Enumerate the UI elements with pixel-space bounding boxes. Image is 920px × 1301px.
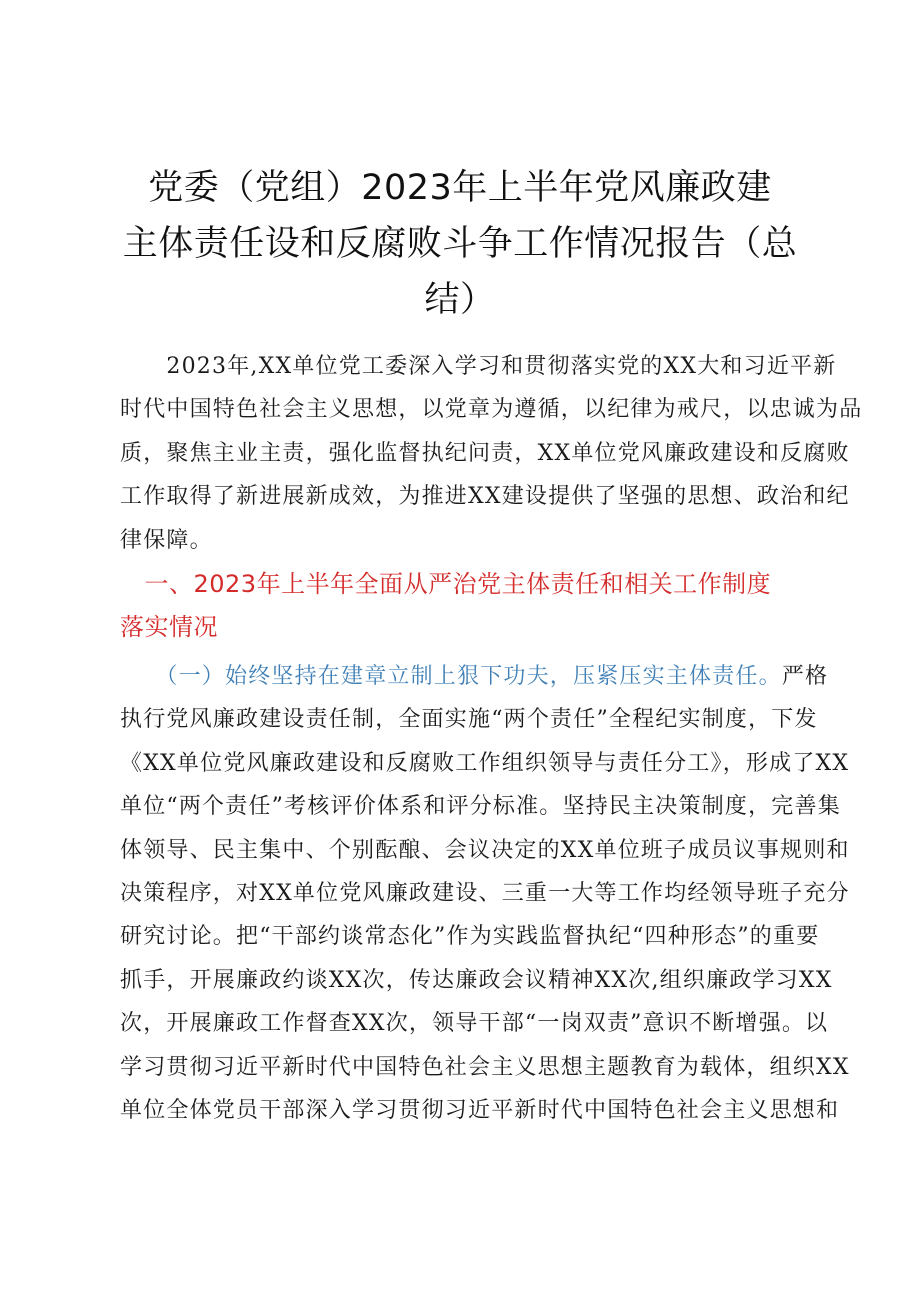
subheading-1: （一）始终坚持在建章立制上狠下功夫，压紧压实主体责任。	[120, 664, 782, 689]
body-line: 单位全体党员干部深入学习贯彻习近平新时代中国特色社会主义思想和	[120, 1097, 840, 1123]
heading-line: 落实情况	[120, 613, 218, 642]
intro-line: 律保障。	[120, 527, 213, 553]
body-line: 《XX单位党风廉政建设和反腐败工作组织领导与责任分工》，形成了XX	[120, 750, 850, 776]
intro-line: 工作取得了新进展新成效，为推进XX建设提供了坚强的思想、政治和纪	[120, 484, 850, 510]
section-1-paragraph	[120, 655, 850, 1132]
title-line-1: 党委（党组）2023年上半年党风廉政建	[148, 168, 772, 208]
body-line: 学习贯彻习近平新时代中国特色社会主义思想主题教育为载体，组织XX	[120, 1054, 850, 1080]
intro-line: 时代中国特色社会主义思想，以党章为遵循，以纪律为戒尺，以忠诚为品	[120, 397, 863, 423]
body-line: 单位“两个责任”考核评价体系和评分标准。坚持民主决策制度，完善集	[120, 794, 841, 820]
body-line: 决策程序，对XX单位党风廉政建设、三重一大等工作均经领导班子充分	[120, 880, 850, 906]
intro-line: 2023年,XX单位党工委深入学习和贯彻落实党的XX大和习近平新	[120, 354, 837, 379]
body-line: 体领导、民主集中、个别酝酿、会议决定的XX单位班子成员议事规则和	[120, 837, 850, 863]
body-line: 次，开展廉政工作督查XX次，领导干部“一岗双责”意识不断增强。以	[120, 1011, 829, 1037]
first-line-rest: 严格	[781, 664, 829, 689]
body-line: 抓手，开展廉政约谈XX次，传达廉政会议精神XX次,组织廉政学习XX	[120, 967, 833, 993]
intro-line: 质，聚焦主业主责，强化监督执纪问责，XX单位党风廉政建设和反腐败	[120, 440, 850, 466]
document-title	[120, 160, 800, 328]
body-line: 执行党风廉政建设责任制，全面实施“两个责任”全程纪实制度，下发	[120, 707, 818, 733]
section-1-first-line	[120, 655, 829, 698]
intro-paragraph	[120, 345, 863, 562]
heading-line: 一、2023年上半年全面从严治党主体责任和相关工作制度	[120, 570, 772, 598]
title-line-2: 主体责任设和反腐败斗争工作情况报告（总	[122, 224, 798, 264]
section-heading-1	[120, 563, 810, 650]
body-line: 研究讨论。把“干部约谈常态化”作为实践监督执纪“四种形态”的重要	[120, 924, 820, 950]
title-line-3: 结）	[424, 280, 496, 320]
